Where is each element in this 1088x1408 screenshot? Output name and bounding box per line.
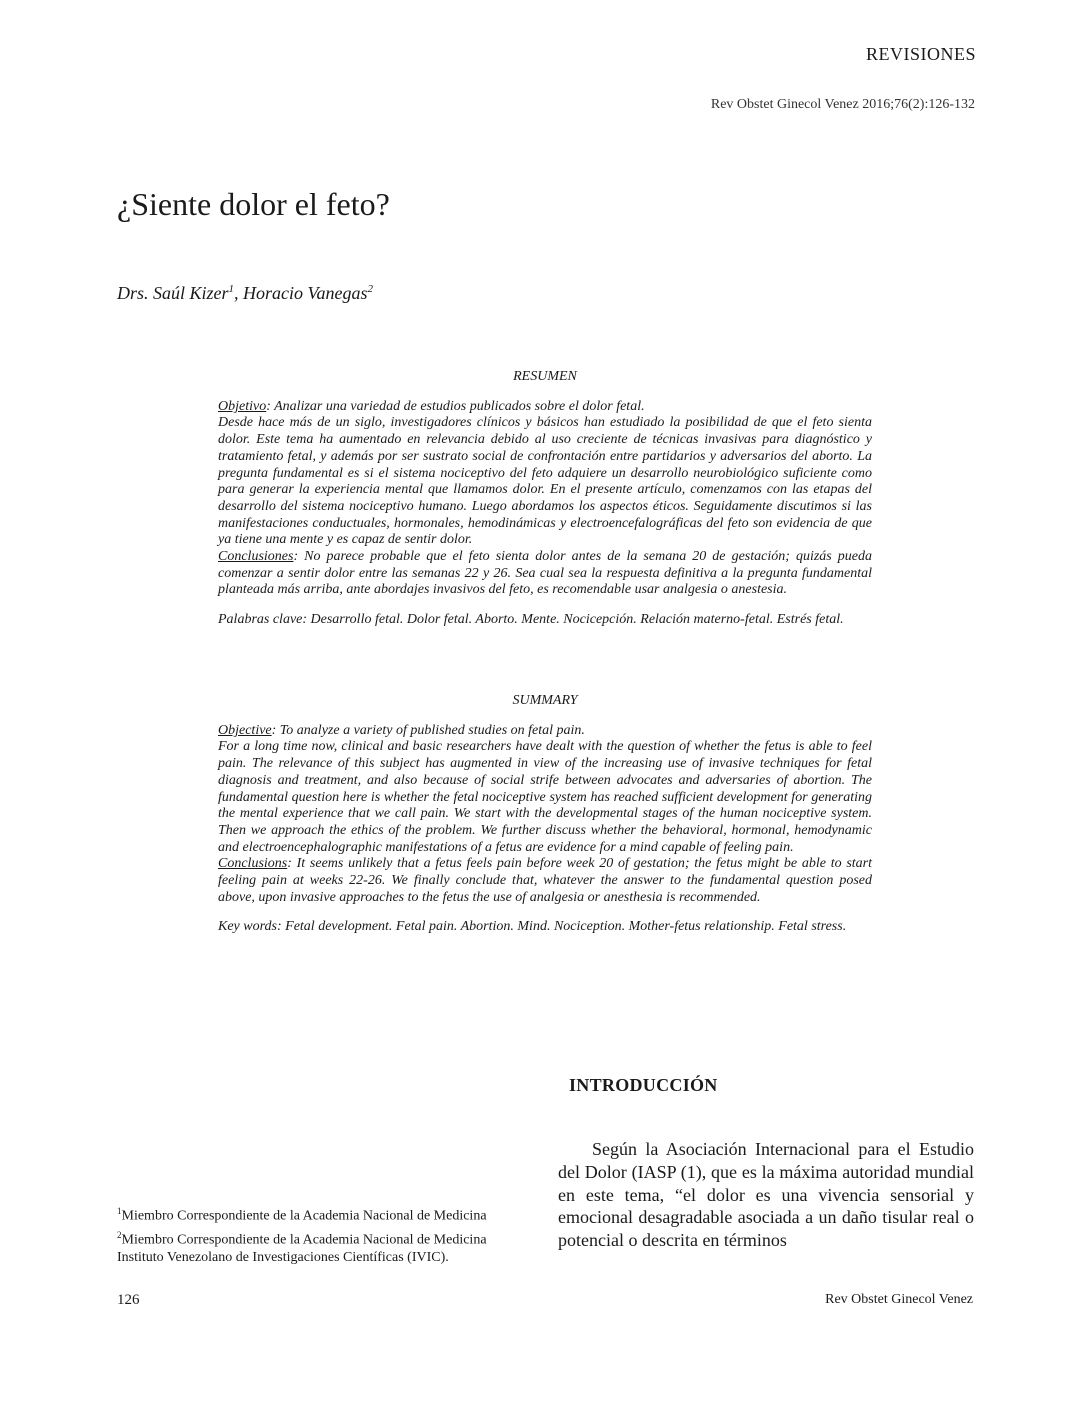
summary-heading: SUMMARY — [512, 693, 578, 708]
section-label: REVISIONES — [865, 44, 976, 64]
summary-objective — [218, 723, 872, 740]
conclusions-text: : It seems unlikely that a fetus feels pain before week 20 of gestation; the fetus might be able to start feeling pain at weeks 22-26. We finally conclude that, whatever the answer to the fundamental question posed above, upon invasive approaches to the fetus the use of analgesia or anesthesia is recommended. — [218, 856, 872, 905]
author2-affiliation-marker: 2 — [367, 283, 374, 295]
footnote-2-text: Miembro Correspondiente de la Academia Nacional de Medicina — [121, 1232, 487, 1248]
conclusiones-text: : No parece probable que el feto sienta dolor antes de la semana 20 de gestación; quizás pueda comenzar a sentir dolor entre las semanas 22 y 26. Sea cual sea la respuesta definitiva a la pregunta fundamental planteada más arriba, ante abordajes invasivos del feto, es recomendable usar analgesia o anestesia. — [218, 549, 872, 598]
article-title: ¿Siente dolor el feto? — [117, 186, 390, 222]
resumen-body: Desde hace más de un siglo, investigadores clínicos y básicos han estudiado la posibilidad de que el feto sienta dolor. Este tema ha aumentado en relevancia debido al uso creciente de técnicas invasivas para diagnóstico y tratamiento fetal, y además por ser sustrato social de confrontación entre partidarios y adversarios del aborto. La pregunta fundamental es si el sistema nociceptivo del feto adquiere un desarrollo neurobiológico suficiente como para generar la experiencia mental que llamamos dolor. En el presente artículo, comenzamos con las etapas del desarrollo del sistema nociceptivo humano. Luego abordamos los aspectos éticos. Seguidamente discutimos si las manifestaciones conductuales, hormonales, hemodinámicas y electroencefalográficas del feto son evidencia de que ya tiene una mente y es capaz de sentir dolor. — [218, 415, 872, 548]
introduction-text: Según la Asociación Internacional para el Estudio del Dolor (IASP (1), que es la máxima autoridad mundial en este tema, “el dolor es una vivencia sensorial y emocional desagradable asociada a un daño tisular real o potencial o descrita en términos — [558, 1139, 974, 1251]
authors-prefix: Drs. Saúl Kizer — [117, 283, 229, 303]
key-words: Key words: Fetal development. Fetal pain. Abortion. Mind. Nociception. Mother-fetus relationship. Fetal stress. — [218, 919, 847, 935]
authors-second: , Horacio Vanegas — [234, 283, 368, 303]
footnote-1 — [117, 1202, 537, 1226]
journal-citation: Rev Obstet Ginecol Venez 2016;76(2):126-132 — [710, 97, 975, 112]
footnote-1-text: Miembro Correspondiente de la Academia Nacional de Medicina — [121, 1208, 487, 1224]
author1-affiliation-marker: 1 — [228, 283, 235, 295]
resumen-conclusiones — [218, 549, 872, 599]
footnote-1-marker: 1 — [117, 1206, 122, 1216]
page-number: 126 — [117, 1292, 140, 1308]
objective-label: Objective — [218, 722, 272, 738]
introduction-heading: INTRODUCCIÓN — [569, 1075, 718, 1095]
resumen-objetivo — [218, 399, 872, 416]
footnote-2-marker: 2 — [117, 1229, 122, 1240]
affiliation-footnotes — [117, 1202, 537, 1267]
summary-section — [218, 693, 872, 936]
summary-conclusions — [218, 856, 872, 906]
objetivo-text: : Analizar una variedad de estudios publicados sobre el dolor fetal. — [266, 398, 645, 414]
footer-journal: Rev Obstet Ginecol Venez — [825, 1292, 973, 1307]
resumen-heading: RESUMEN — [513, 369, 577, 384]
conclusiones-label: Conclusiones — [218, 549, 294, 565]
footnote-2 — [117, 1226, 537, 1250]
authors-line — [117, 283, 373, 304]
objetivo-label: Objetivo — [218, 398, 267, 414]
summary-body: For a long time now, clinical and basic researchers have dealt with the question of whether the fetus is able to feel pain. The relevance of this subject has augmented in view of the increasing use of invasive techniques for fetal diagnosis and treatment, and also because of social strife between advocates and adversaries of abortion. The fundamental question here is whether the fetal nociceptive system has reached sufficient development for generating the mental experience that we call pain. We start with the developmental stages of the human nociceptive system. Then we approach the ethics of the problem. We further discuss whether the behavioral, hormonal, hemodynamic and electroencephalographic manifestations of a fetus are evidence for a mind capable of feeling pain. — [218, 739, 872, 855]
objective-text: : To analyze a variety of published studies on fetal pain. — [271, 722, 585, 738]
conclusions-label: Conclusions — [218, 856, 288, 872]
footnote-3: Instituto Venezolano de Investigaciones Científicas (IVIC). — [117, 1250, 449, 1266]
resumen-section — [218, 369, 872, 629]
palabras-clave: Palabras clave: Desarrollo fetal. Dolor fetal. Aborto. Mente. Nocicepción. Relación materno-fetal. Estrés fetal. — [218, 612, 844, 628]
